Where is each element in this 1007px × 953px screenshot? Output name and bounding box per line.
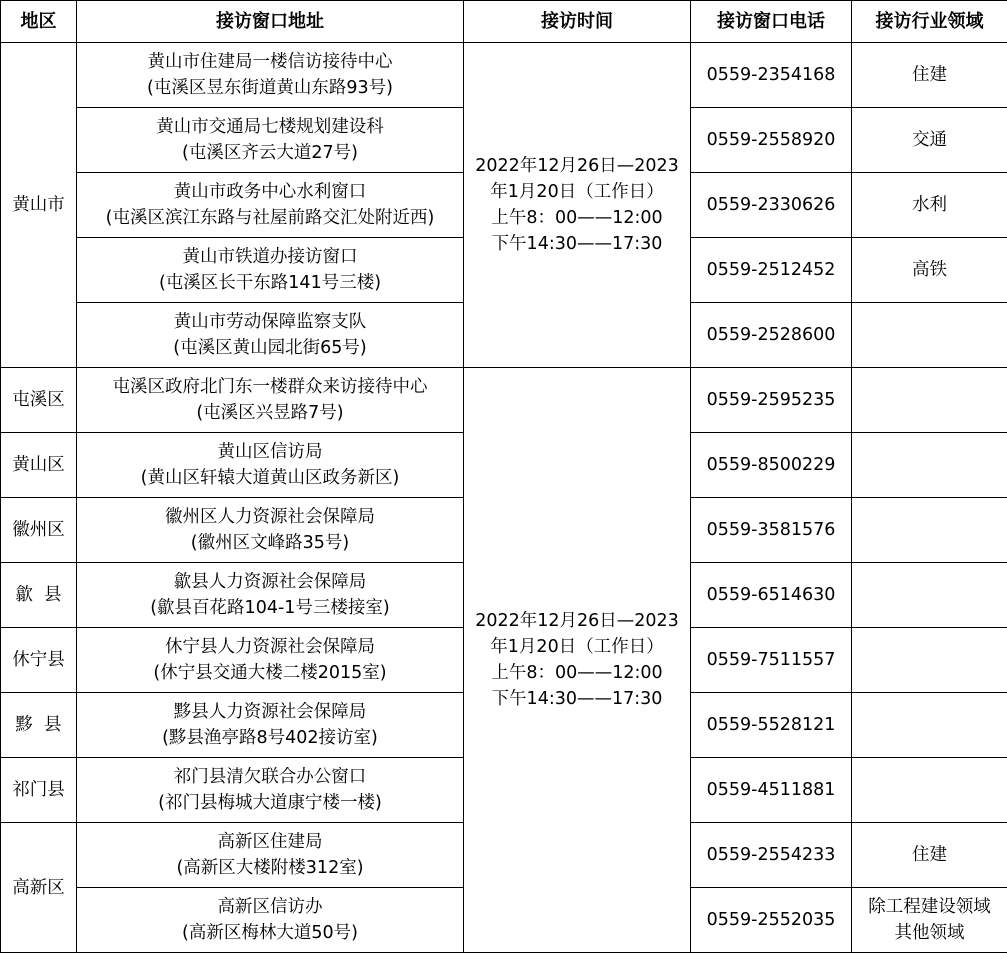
table-row (1, 368, 1007, 433)
address-detail: (高新区梅林大道50号) (182, 923, 358, 943)
address-name: 高新区住建局 (217, 832, 323, 852)
field-cell: 住建 (852, 43, 1007, 108)
time-line: 年1月20日（工作日） (490, 637, 664, 657)
address-cell (77, 108, 464, 173)
address-name: 黄山市劳动保障监察支队 (173, 312, 367, 332)
address-cell (77, 563, 464, 628)
address-name: 黄山市住建局一楼信访接待中心 (147, 52, 393, 72)
phone-cell: 0559-5528121 (691, 693, 852, 758)
time-line: 上午8：00——12:00 (491, 663, 663, 683)
phone-cell: 0559-2354168 (691, 43, 852, 108)
address-cell (77, 823, 464, 888)
phone-cell: 0559-2558920 (691, 108, 852, 173)
address-name: 黄山区信访局 (217, 442, 323, 462)
header-region: 地区 (1, 1, 77, 43)
address-detail: (屯溪区长干东路141号三楼) (158, 273, 382, 293)
region-cell: 高新区 (1, 823, 77, 953)
address-name: 黄山市政务中心水利窗口 (173, 182, 367, 202)
field-cell (852, 368, 1007, 433)
address-cell (77, 498, 464, 563)
phone-cell: 0559-6514630 (691, 563, 852, 628)
address-cell (77, 238, 464, 303)
phone-cell: 0559-7511557 (691, 628, 852, 693)
address-detail: (休宁县交通大楼二楼2015室) (153, 663, 387, 683)
region-cell: 休宁县 (1, 628, 77, 693)
region-cell: 屯溪区 (1, 368, 77, 433)
time-line: 2022年12月26日—2023 (475, 611, 679, 631)
time-line: 下午14:30——17:30 (491, 689, 663, 709)
address-cell (77, 628, 464, 693)
field-cell (852, 693, 1007, 758)
time-cell (464, 368, 691, 953)
address-detail: (高新区大楼附楼312室) (176, 858, 364, 878)
time-cell (464, 43, 691, 368)
address-cell (77, 43, 464, 108)
field-cell: 交通 (852, 108, 1007, 173)
address-detail: (屯溪区滨江东路与社屋前路交汇处附近西) (105, 208, 435, 228)
field-cell (852, 433, 1007, 498)
time-line: 年1月20日（工作日） (490, 182, 664, 202)
address-detail: (黟县渔亭路8号402接访室) (162, 728, 378, 748)
field-cell: 水利 (852, 173, 1007, 238)
time-line: 下午14:30——17:30 (491, 234, 663, 254)
address-detail: (徽州区文峰路35号) (190, 533, 350, 553)
address-cell (77, 758, 464, 823)
region-cell: 黄山区 (1, 433, 77, 498)
field-cell: 住建 (852, 823, 1007, 888)
field-line: 除工程建设领域 (868, 897, 991, 917)
phone-cell: 0559-4511881 (691, 758, 852, 823)
header-row (1, 1, 1007, 43)
region-cell: 黄山市 (1, 43, 77, 368)
address-name: 黄山市交通局七楼规划建设科 (156, 117, 384, 137)
address-cell (77, 433, 464, 498)
address-detail: (歙县百花路104-1号三楼接室) (150, 598, 390, 618)
address-detail: (屯溪区齐云大道27号) (182, 143, 358, 163)
address-name: 祁门县清欠联合办公窗口 (173, 767, 367, 787)
field-line: 其他领域 (894, 923, 965, 943)
address-cell (77, 693, 464, 758)
address-detail: (黄山区轩辕大道黄山区政务新区) (140, 468, 400, 488)
address-cell (77, 173, 464, 238)
phone-cell: 0559-8500229 (691, 433, 852, 498)
address-name: 黟县人力资源社会保障局 (173, 702, 367, 722)
table-row (1, 43, 1007, 108)
phone-cell: 0559-2330626 (691, 173, 852, 238)
phone-cell: 0559-2528600 (691, 303, 852, 368)
address-detail: (屯溪区兴昱路7号) (196, 403, 344, 423)
address-detail: (祁门县梅城大道康宁楼一楼) (158, 793, 382, 813)
address-name: 黄山市铁道办接访窗口 (182, 247, 358, 267)
address-name: 徽州区人力资源社会保障局 (165, 507, 375, 527)
field-cell (852, 303, 1007, 368)
address-cell (77, 368, 464, 433)
phone-cell: 0559-2512452 (691, 238, 852, 303)
address-cell (77, 888, 464, 953)
phone-cell: 0559-2552035 (691, 888, 852, 953)
time-line: 上午8：00——12:00 (491, 208, 663, 228)
address-detail: (屯溪区昱东街道黄山东路93号) (147, 78, 393, 98)
region-cell: 歙 县 (1, 563, 77, 628)
field-cell (852, 498, 1007, 563)
region-cell: 祁门县 (1, 758, 77, 823)
address-name: 歙县人力资源社会保障局 (173, 572, 367, 592)
address-cell (77, 303, 464, 368)
field-cell: 高铁 (852, 238, 1007, 303)
field-cell (852, 563, 1007, 628)
field-cell (852, 628, 1007, 693)
region-cell: 黟 县 (1, 693, 77, 758)
header-field: 接访行业领域 (852, 1, 1007, 43)
address-name: 高新区信访办 (217, 897, 323, 917)
address-name: 屯溪区政府北门东一楼群众来访接待中心 (112, 377, 428, 397)
region-cell: 徽州区 (1, 498, 77, 563)
header-phone: 接访窗口电话 (691, 1, 852, 43)
field-cell (852, 758, 1007, 823)
address-name: 休宁县人力资源社会保障局 (165, 637, 375, 657)
phone-cell: 0559-2595235 (691, 368, 852, 433)
phone-cell: 0559-2554233 (691, 823, 852, 888)
time-line: 2022年12月26日—2023 (475, 156, 679, 176)
phone-cell: 0559-3581576 (691, 498, 852, 563)
field-cell (852, 888, 1007, 953)
address-detail: (屯溪区黄山园北街65号) (173, 338, 367, 358)
header-address: 接访窗口地址 (77, 1, 464, 43)
header-time: 接访时间 (464, 1, 691, 43)
